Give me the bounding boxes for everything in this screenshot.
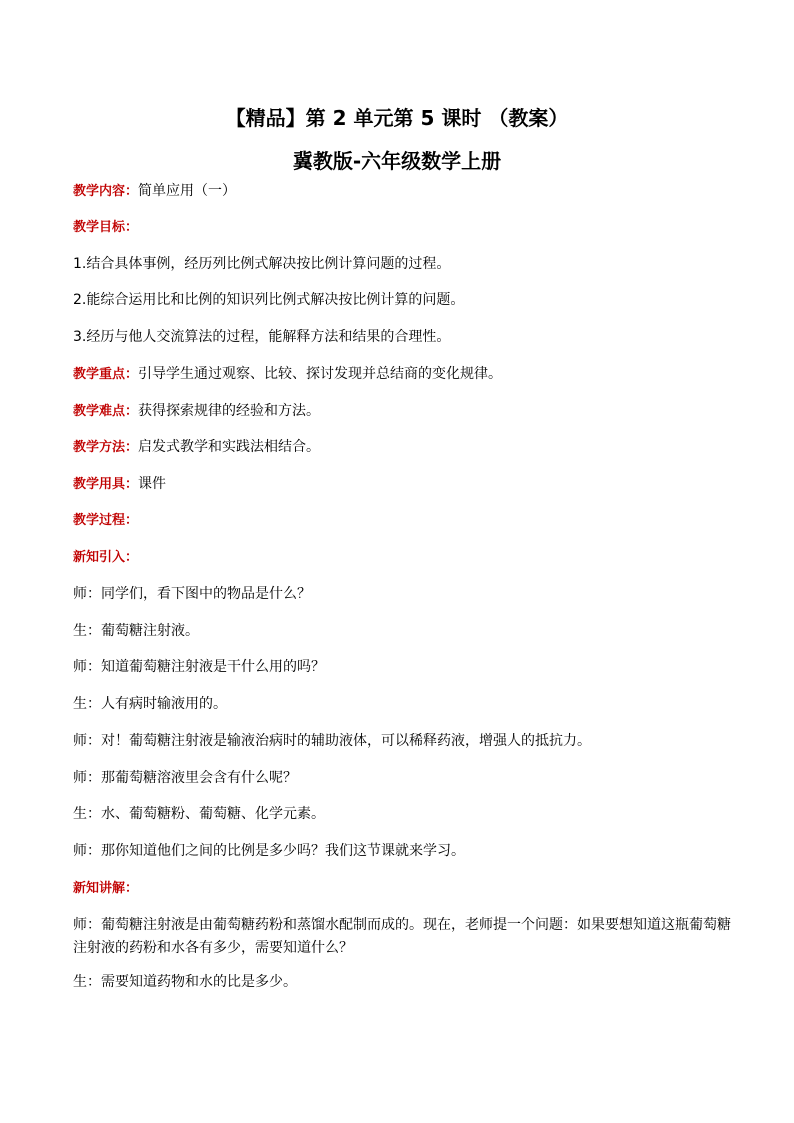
dialogue-line: 师：那你知道他们之间的比例是多少吗？我们这节课就来学习。 <box>73 843 465 859</box>
document-subtitle: 冀教版-六年级数学上册 <box>292 149 502 173</box>
teaching-content-label: 教学内容： <box>73 184 139 199</box>
dialogue-line: 师：同学们，看下图中的物品是什么？ <box>73 586 311 602</box>
teaching-content <box>73 180 733 203</box>
dialogue-line: 师：那葡萄糖溶液里会含有什么呢？ <box>73 770 297 786</box>
teaching-tools-value: 课件 <box>138 476 167 492</box>
goal-item: 3.经历与他人交流算法的过程，能解释方法和结果的合理性。 <box>73 329 451 345</box>
teaching-goals-label: 教学目标： <box>73 220 139 235</box>
explain-heading <box>73 877 733 900</box>
teaching-method-value: 启发式教学和实践法相结合。 <box>138 439 321 455</box>
goal-item: 1.结合具体事例，经历列比例式解决按比例计算问题的过程。 <box>73 256 451 272</box>
teaching-key-point <box>73 363 733 386</box>
dialogue-line: 师：知道葡萄糖注射液是干什么用的吗？ <box>73 659 325 675</box>
teaching-key-label: 教学重点： <box>73 367 139 382</box>
document-title: 【精品】第 2 单元第 5 课时 （教案） <box>225 106 569 130</box>
dialogue-line: 生：需要知道药物和水的比是多少。 <box>73 974 297 990</box>
teaching-content-value: 简单应用（一） <box>138 183 237 199</box>
dialogue-line: 生：人有病时输液用的。 <box>73 696 227 712</box>
teaching-difficulty <box>73 400 733 423</box>
teaching-process-label: 教学过程： <box>73 513 139 528</box>
dialogue-line: 师：对！葡萄糖注射液是输液治病时的辅助液体，可以稀释药液，增强人的抵抗力。 <box>73 733 591 749</box>
teaching-method <box>73 436 733 459</box>
explain-label: 新知讲解： <box>73 881 139 896</box>
goal-item: 2.能综合运用比和比例的知识列比例式解决按比例计算的问题。 <box>73 292 465 308</box>
teaching-difficulty-value: 获得探索规律的经验和方法。 <box>138 403 321 419</box>
teaching-goals-heading <box>73 216 733 239</box>
teaching-difficulty-label: 教学难点： <box>73 404 139 419</box>
dialogue-line: 生：水、葡萄糖粉、葡萄糖、化学元素。 <box>73 806 325 822</box>
teaching-key-value: 引导学生通过观察、比较、探讨发现并总结商的变化规律。 <box>138 366 503 382</box>
dialogue-line: 师：葡萄糖注射液是由葡萄糖药粉和蒸馏水配制而成的。现在，老师提一个问题：如果要想知道这瓶葡萄糖注射液的药粉和水各有多少，需要知道什么？ <box>73 917 731 956</box>
intro-heading <box>73 546 733 569</box>
teaching-process-heading <box>73 509 733 532</box>
teaching-tools <box>73 473 733 496</box>
dialogue-line: 生：葡萄糖注射液。 <box>73 623 199 639</box>
teaching-method-label: 教学方法： <box>73 440 139 455</box>
teaching-tools-label: 教学用具： <box>73 477 139 492</box>
intro-label: 新知引入： <box>73 550 139 565</box>
